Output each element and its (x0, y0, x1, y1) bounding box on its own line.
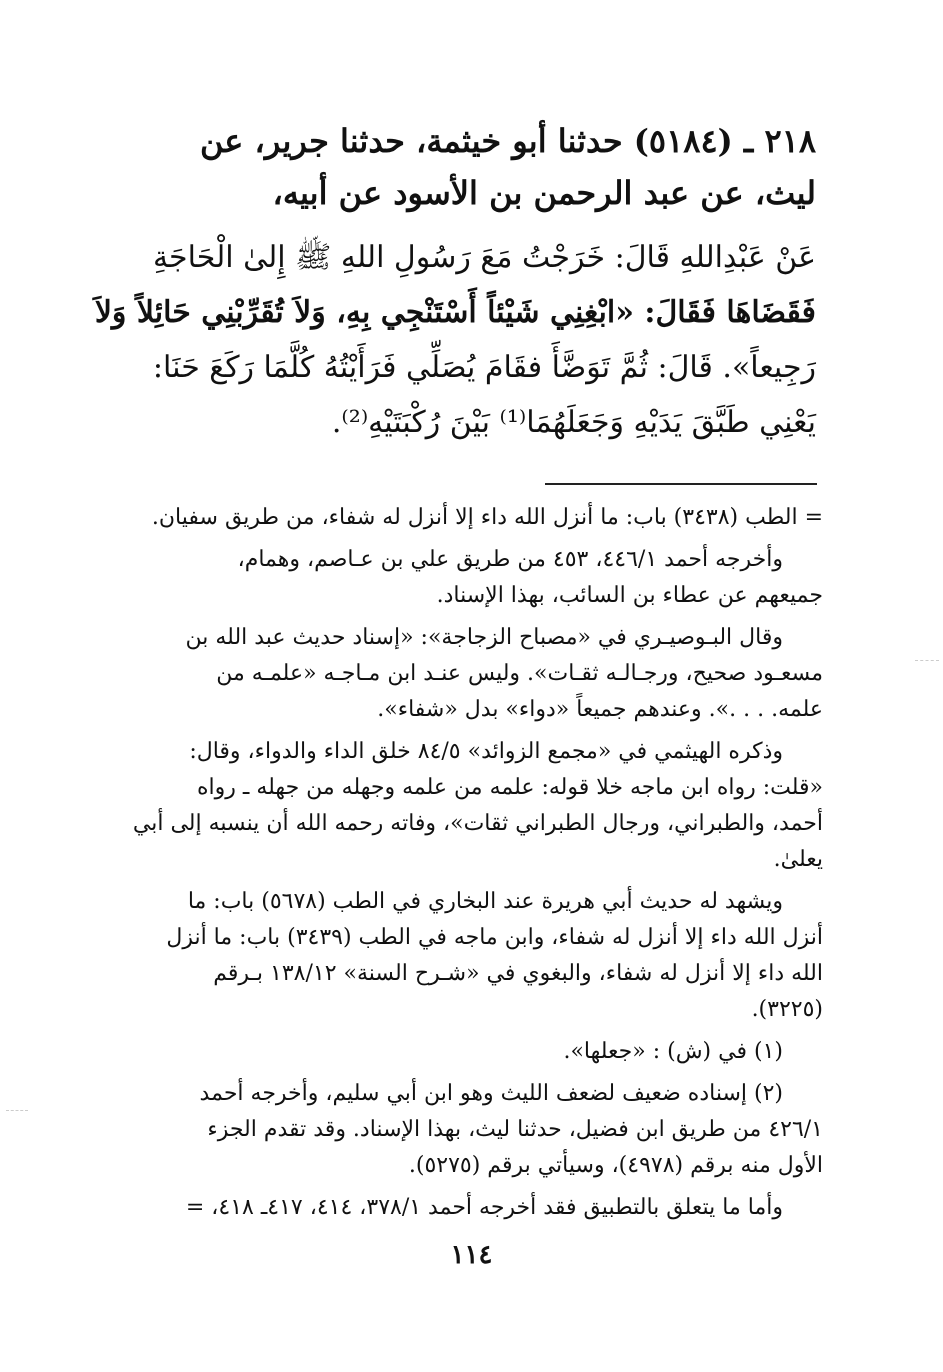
footnote-line: يعلىٰ. (773, 847, 823, 872)
hadith-matn (94, 230, 816, 450)
footnote-line: (٢) إسناده ضعيف لضعف الليث وهو ابن أبي سليم، وأخرجه أحمد (199, 1081, 783, 1106)
footnote-line: (١) في (ش) : «جعلها». (563, 1039, 783, 1064)
footnote-paragraph (113, 1190, 823, 1226)
footnote-line: الأول منه برقم (٤٩٧٨)، وسيأتي برقم (٥٢٧٥). (408, 1153, 823, 1178)
footnote-line: جميعهم عن عطاء بن السائب، بهذا الإسناد. (436, 583, 823, 608)
matn-line-4: يَعْنِي طَبَّقَ يَدَيْهِ وَجَعَلَهُمَا⁽¹⁾ بَيْنَ رُكْبَتَيْهِ⁽²⁾. (331, 405, 816, 440)
footnote-line: (٣٢٢٥). (751, 997, 823, 1022)
footnote-line: = الطب (٣٤٣٨) باب: ما أنزل الله داء إلا أنزل له شفاء، من طريق سفيان. (151, 505, 823, 530)
footnotes (113, 500, 823, 1226)
footnote-paragraph (113, 1034, 823, 1070)
footnote-line: أنزل الله داء إلا أنزل له شفاء، وابن ماجه في الطب (٣٤٣٩) باب: ما أنزل (166, 925, 823, 950)
footnote-line: علمه. . . .». وعندهم جميعاً «دواء» بدل «شفاء». (377, 697, 823, 722)
matn-line-1: عَنْ عَبْدِاللهِ قَالَ: خَرَجْتُ مَعَ رَسُولِ اللهِ ﷺ إِلىٰ الْحَاجَةِ (152, 240, 816, 275)
matn-line-3: رَجِيعاً». قَالَ: ثُمَّ تَوَضَّأَ فقَامَ يُصَلِّي فَرَأَيْتُهُ كُلَّمَا رَكَعَ حَنَا: (152, 350, 816, 385)
scan-edge-mark-right (915, 660, 939, 662)
footnote-line: مسعـود صحيح، ورجـالـه ثقـات». وليس عنـد ابن مـاجـه «علمـه من (216, 661, 823, 686)
footnote-paragraph (113, 500, 823, 536)
footnote-line: وأما ما يتعلق بالتطبيق فقد أخرجه أحمد ٣٧٨/١، ٤١٤، ٤١٧ـ ٤١٨، = (185, 1195, 783, 1220)
footnote-paragraph (113, 542, 823, 614)
footnote-line: أحمد، والطبراني، ورجال الطبراني ثقات»، وفاته رحمه الله أن ينسبه إلى أبي (132, 811, 823, 836)
isnad-line-2: ليث، عن عبد الرحمن بن الأسود عن أبيه، (272, 174, 816, 212)
isnad-line-1: ٢١٨ ـ (٥١٨٤) حدثنا أبو خيثمة، حدثنا جرير، عن (199, 122, 816, 160)
scan-edge-mark-left (6, 1110, 28, 1112)
footnote-line: ويشهد له حديث أبي هريرة عند البخاري في الطب (٥٦٧٨) باب: ما (187, 889, 783, 914)
footnote-divider (545, 483, 817, 485)
hadith-isnad-continued (116, 164, 816, 222)
footnote-paragraph (113, 1076, 823, 1184)
footnote-paragraph (113, 620, 823, 728)
hadith-isnad (116, 112, 816, 170)
footnote-paragraph (113, 734, 823, 878)
footnote-line: «قلت: رواه ابن ماجه خلا قوله: علمه من علمه وجهله من جهله ـ رواه (197, 775, 823, 800)
footnote-line: وقال البـوصيـري في «مصباح الزجاجة»: «إسناد حديث عبد الله بن (185, 625, 783, 650)
footnote-line: وذكره الهيثمي في «مجمع الزوائد» ٨٤/٥ خلق الداء والدواء، وقال: (189, 739, 783, 764)
page-number: ١١٤ (450, 1240, 493, 1270)
footnote-line: الله داء إلا أنزل له شفاء، والبغوي في «شـرح السنة» ١٣٨/١٢ بـرقم (213, 961, 823, 986)
footnote-paragraph (113, 884, 823, 1028)
matn-line-2: فَقَضَاهَا فَقَالَ: «ابْغِنِي شَيْئاً أَسْتَنْجِي بِهِ، وَلاَ تُقَرِّبْنِي حَائِلاً وَلاَ (94, 295, 816, 330)
footnote-line: ٤٢٦/١ من طريق ابن فضيل، حدثنا ليث، بهذا الإسناد. وقد تقدم الجزء (207, 1117, 823, 1142)
footnote-line: وأخرجه أحمد ٤٤٦/١، ٤٥٣ من طريق علي بن عـاصم، وهمام، (237, 547, 783, 572)
